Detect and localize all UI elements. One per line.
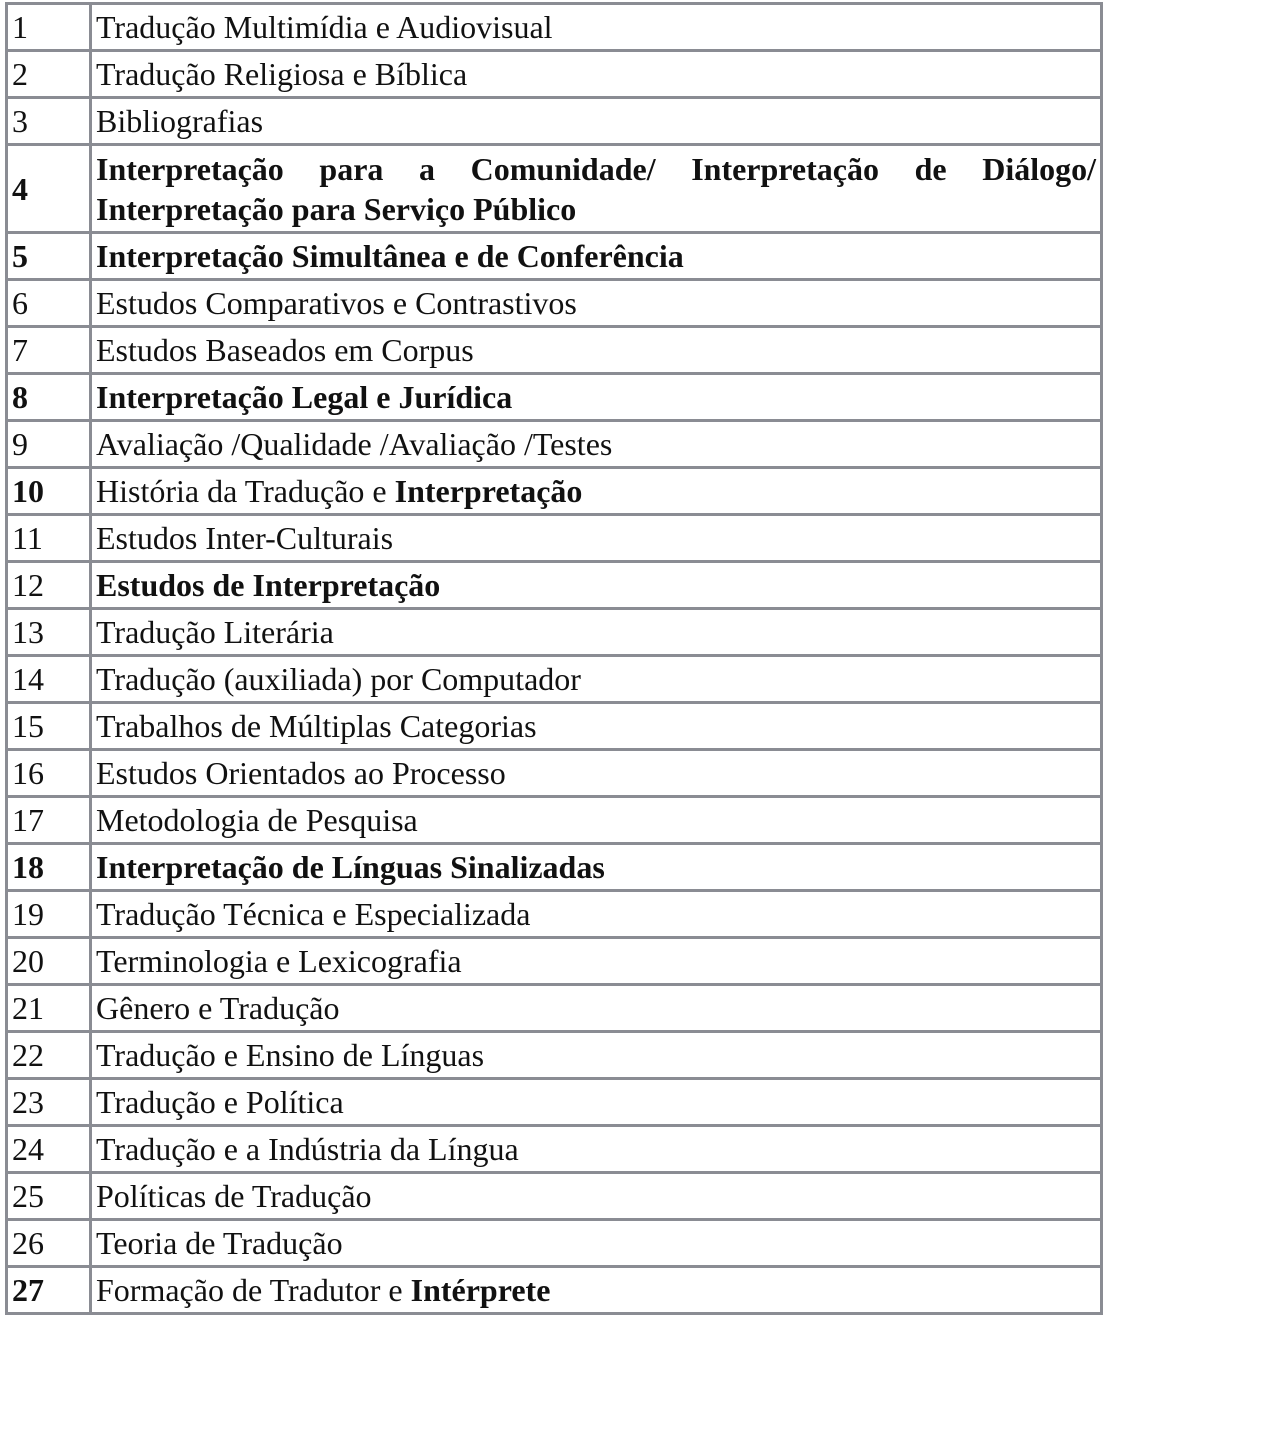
table-row (7, 1032, 1102, 1079)
row-number: 20 (7, 938, 91, 985)
row-number: 13 (7, 609, 91, 656)
table-row (7, 374, 1102, 421)
table-row (7, 891, 1102, 938)
table-row (7, 609, 1102, 656)
row-label-text: Tradução e Ensino de Línguas (96, 1037, 485, 1073)
row-label (91, 374, 1102, 421)
table-row (7, 233, 1102, 280)
row-label-text: Estudos Comparativos e Contrastivos (96, 285, 577, 321)
row-label-text: História da Tradução e (96, 473, 395, 509)
row-number: 5 (7, 233, 91, 280)
row-label (91, 1079, 1102, 1126)
row-number: 3 (7, 98, 91, 145)
table-row (7, 51, 1102, 98)
table-row (7, 844, 1102, 891)
row-label-text: Formação de Tradutor e (96, 1272, 411, 1308)
row-number: 2 (7, 51, 91, 98)
row-number: 24 (7, 1126, 91, 1173)
row-number: 15 (7, 703, 91, 750)
table-row (7, 327, 1102, 374)
row-label (91, 4, 1102, 51)
table-row (7, 797, 1102, 844)
row-label-text: Terminologia e Lexicografia (96, 943, 462, 979)
table-row (7, 985, 1102, 1032)
row-number: 6 (7, 280, 91, 327)
row-label-text: Gênero e Tradução (96, 990, 340, 1026)
row-label-text: Estudos Inter-Culturais (96, 520, 394, 556)
row-number: 8 (7, 374, 91, 421)
row-number: 12 (7, 562, 91, 609)
row-label (91, 1173, 1102, 1220)
row-number: 4 (7, 145, 91, 233)
row-label (91, 797, 1102, 844)
table-row (7, 280, 1102, 327)
row-label-text: Tradução Técnica e Especializada (96, 896, 531, 932)
table-row (7, 656, 1102, 703)
row-label (91, 985, 1102, 1032)
row-label-text: Políticas de Tradução (96, 1178, 372, 1214)
table-row (7, 4, 1102, 51)
row-number: 18 (7, 844, 91, 891)
row-label-text: Estudos de Interpretação (96, 567, 441, 603)
row-number: 16 (7, 750, 91, 797)
row-number: 10 (7, 468, 91, 515)
row-label (91, 562, 1102, 609)
row-label-text: Tradução e a Indústria da Língua (96, 1131, 519, 1167)
row-number: 26 (7, 1220, 91, 1267)
table-row (7, 1173, 1102, 1220)
row-label-text: Tradução Multimídia e Audiovisual (96, 9, 553, 45)
row-label (91, 609, 1102, 656)
table-row (7, 1267, 1102, 1314)
row-number: 23 (7, 1079, 91, 1126)
row-number: 25 (7, 1173, 91, 1220)
table-row (7, 1126, 1102, 1173)
table-row (7, 562, 1102, 609)
row-number: 11 (7, 515, 91, 562)
row-label-text: Tradução Literária (96, 614, 334, 650)
table-row (7, 145, 1102, 233)
row-label (91, 703, 1102, 750)
category-table (5, 2, 1103, 1315)
row-label (91, 656, 1102, 703)
table-row (7, 515, 1102, 562)
row-number: 27 (7, 1267, 91, 1314)
row-label (91, 1267, 1102, 1314)
row-label-text: Tradução e Política (96, 1084, 344, 1120)
row-label-text: Interpretação Legal e Jurídica (96, 379, 513, 415)
table-row (7, 98, 1102, 145)
row-number: 1 (7, 4, 91, 51)
row-label (91, 421, 1102, 468)
row-label (91, 98, 1102, 145)
row-label (91, 145, 1102, 233)
table-row (7, 938, 1102, 985)
row-number: 22 (7, 1032, 91, 1079)
table-row (7, 468, 1102, 515)
row-label-text: Interpretação de Línguas Sinalizadas (96, 849, 605, 885)
row-label (91, 51, 1102, 98)
row-label-text: Trabalhos de Múltiplas Categorias (96, 708, 537, 744)
row-label (91, 280, 1102, 327)
row-label-text: Bibliografias (96, 103, 264, 139)
row-label-text: Interpretação Simultânea e de Conferência (96, 238, 684, 274)
table-row (7, 703, 1102, 750)
table-body (7, 4, 1102, 1314)
row-label-text: Intérprete (410, 1272, 551, 1308)
table-row (7, 750, 1102, 797)
row-number: 14 (7, 656, 91, 703)
row-label (91, 891, 1102, 938)
row-label-text: Tradução (auxiliada) por Computador (96, 661, 581, 697)
row-label-text: Avaliação /Qualidade /Avaliação /Testes (96, 426, 613, 462)
row-label (91, 1220, 1102, 1267)
row-label-text: Teoria de Tradução (96, 1225, 343, 1261)
row-label-text: Estudos Orientados ao Processo (96, 755, 506, 791)
row-number: 9 (7, 421, 91, 468)
row-label-text: Estudos Baseados em Corpus (96, 332, 474, 368)
row-number: 21 (7, 985, 91, 1032)
table-row (7, 421, 1102, 468)
row-label-text: Interpretação para a Comunidade/ Interpretação de Diálogo/ Interpretação para Serviço Público (96, 150, 1096, 227)
row-label (91, 468, 1102, 515)
row-label (91, 1126, 1102, 1173)
row-number: 19 (7, 891, 91, 938)
row-label (91, 327, 1102, 374)
row-label (91, 844, 1102, 891)
row-label-text: Metodologia de Pesquisa (96, 802, 418, 838)
table-row (7, 1220, 1102, 1267)
row-number: 17 (7, 797, 91, 844)
row-label-text: Tradução Religiosa e Bíblica (96, 56, 468, 92)
row-label (91, 515, 1102, 562)
row-number: 7 (7, 327, 91, 374)
row-label (91, 1032, 1102, 1079)
table-row (7, 1079, 1102, 1126)
row-label (91, 938, 1102, 985)
row-label (91, 233, 1102, 280)
row-label (91, 750, 1102, 797)
row-label-text: Interpretação (394, 473, 583, 509)
